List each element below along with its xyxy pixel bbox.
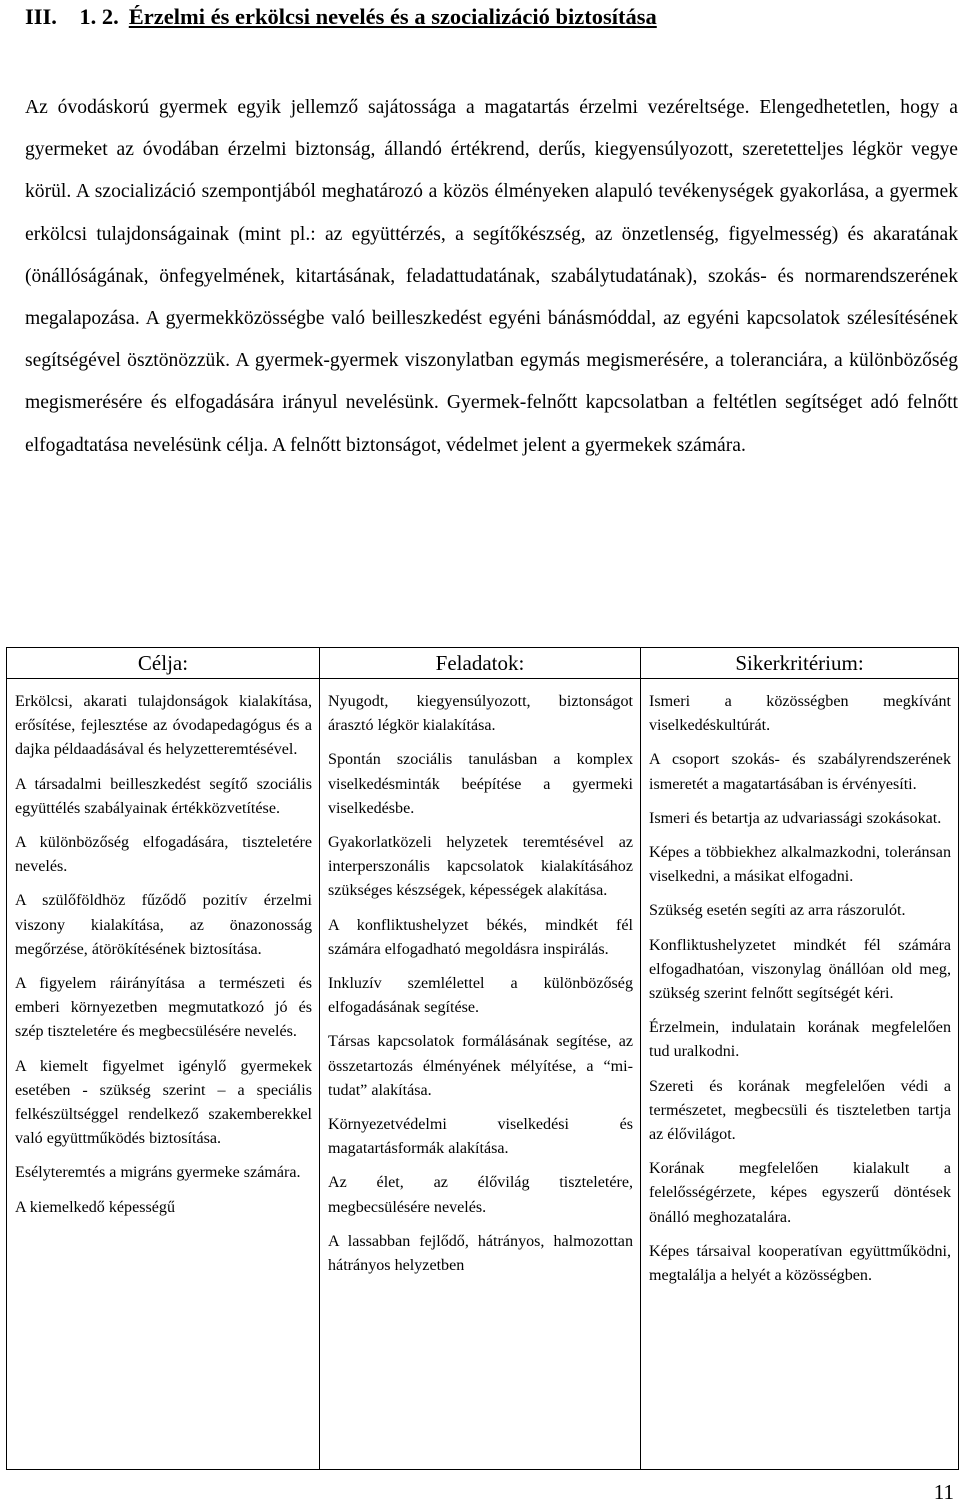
sikerkriterium-item: Képes a többiekhez alkalmazkodni, toleránsan viselkedni, a másikat elfogadni. [649,844,951,886]
feladatok-item: Nyugodt, kiegyensúlyozott, biztonságot árasztó légkör kialakítása. [328,693,633,735]
feladatok-item: Spontán szociális tanulásban a komplex viselkedésminták beépítése a gyermeki viselkedésbe. [328,751,633,817]
celja-item: Erkölcsi, akarati tulajdonságok kialakítása, erősítése, fejlesztése az óvodapedagógus és a dajka példaadásával és helyzetteremtésével. [15,693,312,759]
sikerkriterium-cell [641,679,959,1470]
sikerkriterium-item: Képes társaival kooperatívan együttműködni, megtalálja a helyét a közösségben. [649,1242,951,1285]
header-feladatok: Feladatok: [320,648,641,679]
table-header-row [7,648,959,679]
celja-item: A szülőföldhöz fűződő pozitív érzelmi viszony kialakítása, az önazonosság megőrzése, átörökítésének biztosítása. [15,892,312,958]
celja-item: A kiemelkedő képességű [15,1198,176,1216]
sikerkriterium-item: Szükség esetén segíti az arra rászorulót. [649,902,906,920]
sikerkriterium-item: Ismeri a közösségben megkívánt viselkedéskultúrát. [649,693,951,735]
sikerkriterium-item: Érzelmein, indulatain korának megfelelően tud uralkodni. [649,1019,951,1061]
feladatok-item: Környezetvédelmi viselkedési és magatartásformák alakítása. [328,1116,633,1158]
header-sikerkriterium: Sikerkritérium: [641,648,959,679]
celja-item: A társadalmi beilleszkedést segítő szociális együttélés szabályainak értékközvetítése. [15,775,312,817]
feladatok-item: Az élet, az élővilág tiszteletére, megbecsülésére nevelés. [328,1174,633,1216]
intro-paragraph: Az óvodáskorú gyermek egyik jellemző sajátossága a magatartás érzelmi vezéreltsége. Elengedhetetlen, hogy a gyermeket az óvodában érzelmi biztonság, állandó értékrend, derűs, kiegyensúlyozott, szeretetteljes légkör vegye körül. A szocializáció szempontjából meghatározó a közös élményeken alapuló tevékenységek gyakorlása, a gyermek erkölcsi tulajdonságainak (mint pl.: az együttérzés, a segítőkészség, az önzetlenség, figyelmesség) és akaratának (önállóságának, önfegyelmének, kitartásának, feladattudatának, szabálytudatának), szokás- és normarendszerének megalapozása. A gyermekközösségbe való beilleszkedést egyéni bánásmóddal, az egyéni kapcsolatok szélesítésének segítségével ösztönözzük. A gyermek-gyermek viszonylatban egymás megismerésére, a toleranciára, a különbözőség megismerésére és elfogadására irányul nevelésünk. Gyermek-felnőtt kapcsolatban a feltétlen segítséget adó felnőtt elfogadtatása nevelésünk célja. A felnőtt biztonságot, védelmet jelent a gyermekek számára. [25,97,958,456]
celja-item: A figyelem ráirányítása a természeti és emberi környezetben megmutatkozó jó és szép tiszteletére és megbecsülésére nevelés. [15,975,312,1041]
section-heading [25,4,657,30]
page-number: 11 [933,1480,954,1504]
feladatok-cell [320,679,641,1470]
feladatok-item: Társas kapcsolatok formálásának segítése, az összetartozás élményének mélyítése, a “mi-tudat” alakítása. [328,1033,633,1099]
table-row [7,679,959,1470]
feladatok-item: A konfliktushelyzet békés, mindkét fél számára elfogadható megoldásra inspirálás. [328,916,633,958]
sikerkriterium-item: Konfliktushelyzetet mindkét fél számára elfogadhatóan, viszonylag önállóan old meg, szükség szerint felnőtt segítségét kéri. [649,936,951,1003]
section-title: Érzelmi és erkölcsi nevelés és a szocializáció biztosítása [128,4,657,29]
sikerkriterium-item: A csoport szokás- és szabályrendszerének ismeretét a magatartásában is érvényesíti. [649,751,951,793]
section-number: III. 1. 2. [25,4,119,29]
sikerkriterium-item: Ismeri és betartja az udvariassági szokásokat. [649,809,942,827]
celja-item: A különbözőség elfogadására, tiszteletére nevelés. [15,834,312,876]
feladatok-item: A lassabban fejlődő, hátrányos, halmozottan hátrányos helyzetben [328,1232,633,1275]
header-celja: Célja: [7,648,320,679]
celja-cell [7,679,320,1470]
feladatok-item: Inkluzív szemlélettel a különbözőség elfogadásának segítése. [328,975,633,1017]
celja-item: Esélyteremtés a migráns gyermeke számára. [15,1164,301,1182]
sikerkriterium-item: Korának megfelelően kialakult a felelősségérzete, képes egyszerű döntések önálló meghozatalára. [649,1160,951,1226]
goals-table [6,647,959,1470]
feladatok-item: Gyakorlatközeli helyzetek teremtésével az interperszonális kapcsolatok kialakításához szükséges készségek, képességek alakítása. [328,834,633,900]
sikerkriterium-item: Szereti és korának megfelelően védi a természetet, megbecsüli és tiszteletben tartja az élővilágot. [649,1077,951,1144]
celja-item: A kiemelt figyelmet igénylő gyermekek esetében - szükség szerint – a speciális felkészültséggel rendelkező szakemberekkel való együttműködés biztosítása. [15,1057,312,1148]
